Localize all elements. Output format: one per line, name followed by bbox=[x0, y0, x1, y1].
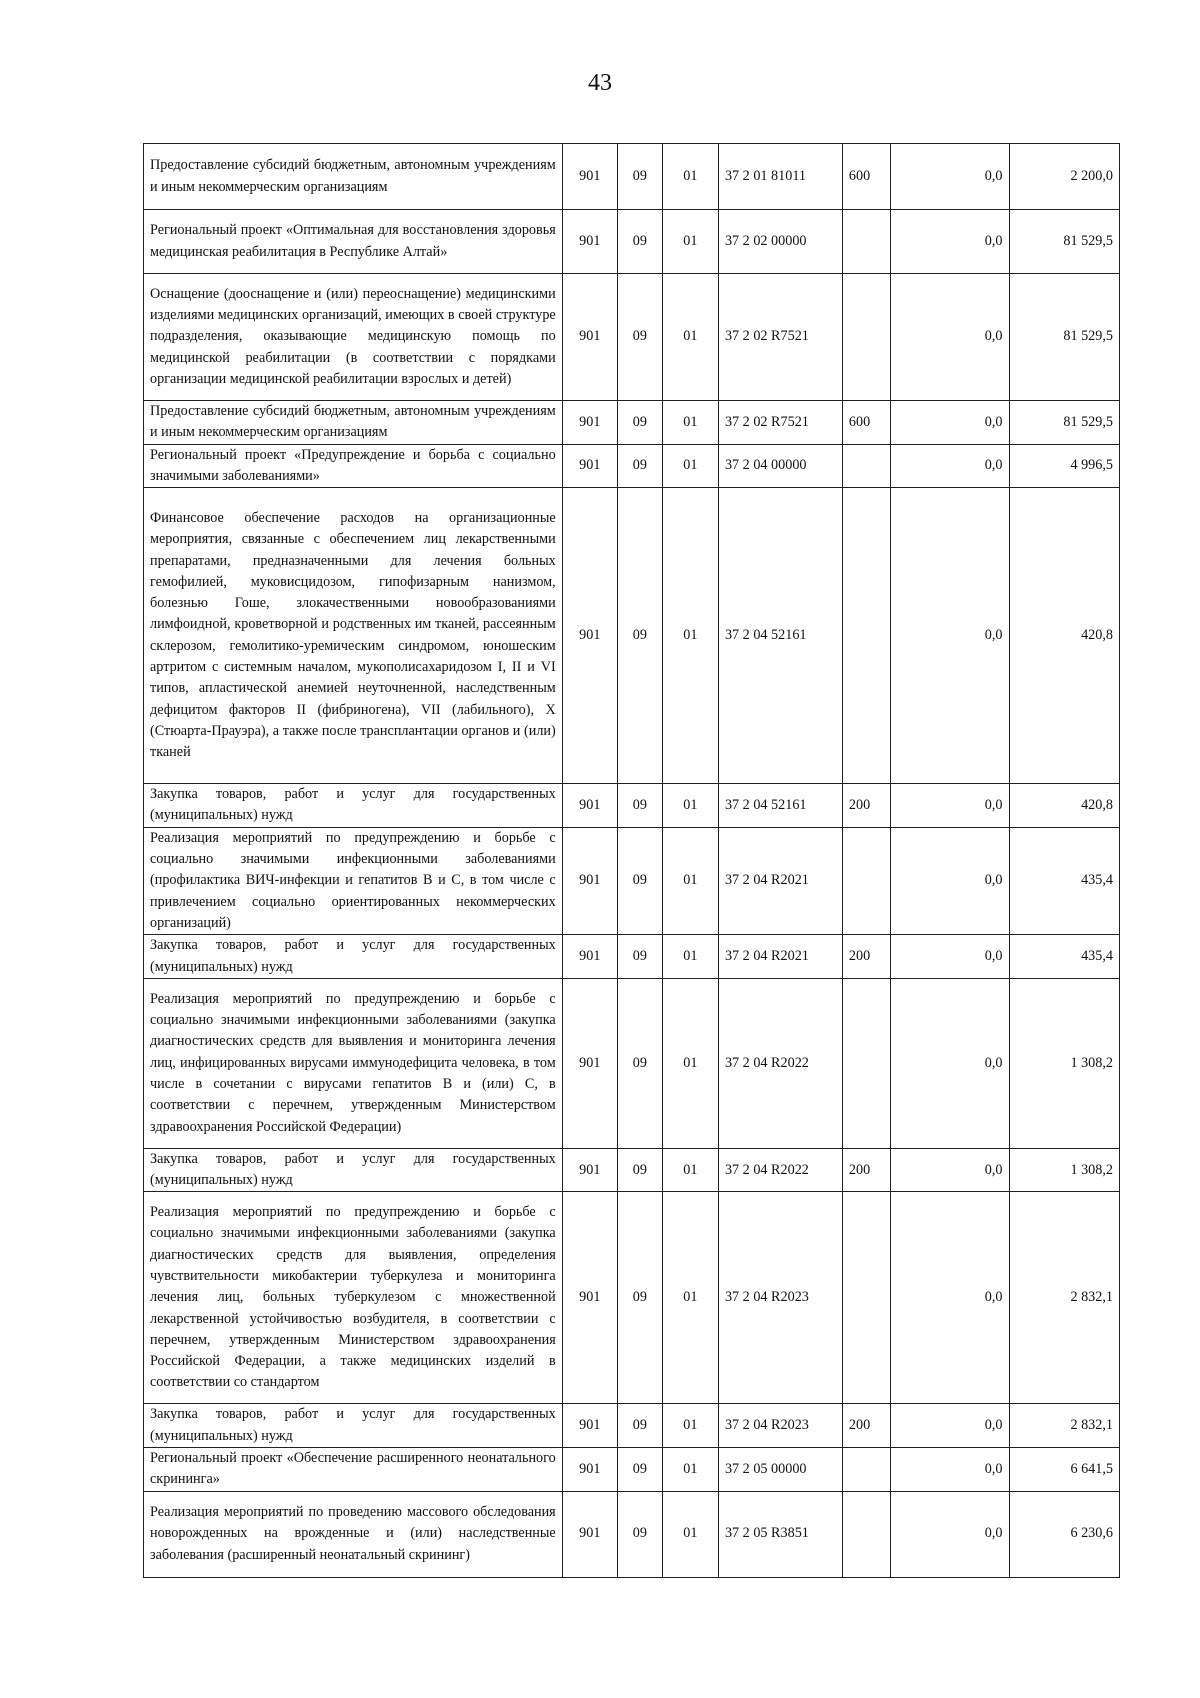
subsection-code: 01 bbox=[662, 1448, 718, 1492]
expense-type-code: 600 bbox=[842, 144, 890, 210]
ministry-code: 901 bbox=[562, 444, 617, 488]
expense-type-code bbox=[842, 827, 890, 934]
ministry-code: 901 bbox=[562, 978, 617, 1148]
item-description: Закупка товаров, работ и услуг для государственных (муниципальных) нужд bbox=[144, 1404, 563, 1448]
item-description: Финансовое обеспечение расходов на организационные мероприятия, связанные с обеспечением лиц лекарственными препаратами, предназначенными для лечения больных гемофилией, муковисцидозом, гипофизарным нанизмом, болезнью Гоше, злокачественными новообразованиями лимфоидной, кроветворной и родственных им тканей, рассеянным склерозом, гемолитико-уремическим синдромом, юношеским артритом с системным началом, мукополисахаридозом I, II и VI типов, апластической анемией неуточненной, наследственным дефицитом факторов II (фибриногена), VII (лабильного), X (Стюарта-Прауэра), а также после трансплантации органов и (или) тканей bbox=[144, 488, 563, 784]
target-article-code: 37 2 04 R2023 bbox=[718, 1404, 842, 1448]
budget-table bbox=[143, 143, 1120, 1578]
amount-second: 81 529,5 bbox=[1009, 401, 1119, 445]
item-description: Реализация мероприятий по предупреждению и борьбе с социально значимыми инфекционными заболеваниями (закупка диагностических средств для выявления, определения чувствительности микобактерии туберкулеза и мониторинга лечения лиц, больных туберкулезом с множественной лекарственной устойчивостью возбудителя, в соответствии с перечнем, утвержденным Министерством здравоохранения Российской Федерации, а также медицинских изделий в соответствии со стандартом bbox=[144, 1192, 563, 1404]
subsection-code: 01 bbox=[662, 444, 718, 488]
amount-second: 420,8 bbox=[1009, 488, 1119, 784]
expense-type-code bbox=[842, 1491, 890, 1577]
item-description: Предоставление субсидий бюджетным, автономным учреждениям и иным некоммерческим организациям bbox=[144, 144, 563, 210]
subsection-code: 01 bbox=[662, 488, 718, 784]
item-description: Реализация мероприятий по предупреждению и борьбе с социально значимыми инфекционными заболеваниями (закупка диагностических средств для выявления и мониторинга лечения лиц, инфицированных вирусами иммунодефицита человека, в том числе в сочетании с вирусами гепатитов B и (или) C, в соответствии с перечнем, утвержденным Министерством здравоохранения Российской Федерации) bbox=[144, 978, 563, 1148]
ministry-code: 901 bbox=[562, 1192, 617, 1404]
amount-first: 0,0 bbox=[890, 1404, 1009, 1448]
ministry-code: 901 bbox=[562, 210, 617, 274]
subsection-code: 01 bbox=[662, 784, 718, 828]
section-code: 09 bbox=[617, 274, 662, 401]
ministry-code: 901 bbox=[562, 274, 617, 401]
table-row bbox=[144, 1192, 1120, 1404]
target-article-code: 37 2 02 00000 bbox=[718, 210, 842, 274]
ministry-code: 901 bbox=[562, 1148, 617, 1192]
ministry-code: 901 bbox=[562, 144, 617, 210]
amount-second: 2 200,0 bbox=[1009, 144, 1119, 210]
section-code: 09 bbox=[617, 444, 662, 488]
amount-first: 0,0 bbox=[890, 827, 1009, 934]
ministry-code: 901 bbox=[562, 827, 617, 934]
table-row bbox=[144, 935, 1120, 979]
amount-first: 0,0 bbox=[890, 1148, 1009, 1192]
amount-first: 0,0 bbox=[890, 784, 1009, 828]
section-code: 09 bbox=[617, 401, 662, 445]
table-row bbox=[144, 827, 1120, 934]
target-article-code: 37 2 04 R2021 bbox=[718, 827, 842, 934]
subsection-code: 01 bbox=[662, 935, 718, 979]
table-row bbox=[144, 488, 1120, 784]
amount-first: 0,0 bbox=[890, 488, 1009, 784]
amount-first: 0,0 bbox=[890, 401, 1009, 445]
table-row bbox=[144, 401, 1120, 445]
amount-second: 1 308,2 bbox=[1009, 978, 1119, 1148]
expense-type-code: 600 bbox=[842, 401, 890, 445]
section-code: 09 bbox=[617, 144, 662, 210]
ministry-code: 901 bbox=[562, 1491, 617, 1577]
item-description: Предоставление субсидий бюджетным, автономным учреждениям и иным некоммерческим организациям bbox=[144, 401, 563, 445]
table-row bbox=[144, 784, 1120, 828]
amount-second: 81 529,5 bbox=[1009, 210, 1119, 274]
table-row bbox=[144, 274, 1120, 401]
amount-first: 0,0 bbox=[890, 274, 1009, 401]
target-article-code: 37 2 04 52161 bbox=[718, 784, 842, 828]
expense-type-code: 200 bbox=[842, 784, 890, 828]
amount-second: 2 832,1 bbox=[1009, 1192, 1119, 1404]
expense-type-code bbox=[842, 274, 890, 401]
expense-type-code bbox=[842, 488, 890, 784]
subsection-code: 01 bbox=[662, 827, 718, 934]
target-article-code: 37 2 04 52161 bbox=[718, 488, 842, 784]
table-row bbox=[144, 1448, 1120, 1492]
item-description: Закупка товаров, работ и услуг для государственных (муниципальных) нужд bbox=[144, 784, 563, 828]
item-description: Реализация мероприятий по проведению массового обследования новорожденных на врожденные и (или) наследственные заболевания (расширенный неонатальный скрининг) bbox=[144, 1491, 563, 1577]
amount-first: 0,0 bbox=[890, 444, 1009, 488]
expense-type-code: 200 bbox=[842, 935, 890, 979]
expense-type-code: 200 bbox=[842, 1404, 890, 1448]
item-description: Региональный проект «Оптимальная для восстановления здоровья медицинская реабилитация в Республике Алтай» bbox=[144, 210, 563, 274]
amount-first: 0,0 bbox=[890, 1192, 1009, 1404]
ministry-code: 901 bbox=[562, 935, 617, 979]
amount-second: 6 230,6 bbox=[1009, 1491, 1119, 1577]
table-row bbox=[144, 1491, 1120, 1577]
page-number: 43 bbox=[588, 70, 612, 96]
section-code: 09 bbox=[617, 827, 662, 934]
amount-second: 435,4 bbox=[1009, 935, 1119, 979]
section-code: 09 bbox=[617, 1148, 662, 1192]
target-article-code: 37 2 05 00000 bbox=[718, 1448, 842, 1492]
target-article-code: 37 2 04 R2022 bbox=[718, 1148, 842, 1192]
table-row bbox=[144, 210, 1120, 274]
amount-second: 1 308,2 bbox=[1009, 1148, 1119, 1192]
item-description: Региональный проект «Обеспечение расширенного неонатального скрининга» bbox=[144, 1448, 563, 1492]
ministry-code: 901 bbox=[562, 401, 617, 445]
ministry-code: 901 bbox=[562, 784, 617, 828]
amount-first: 0,0 bbox=[890, 1491, 1009, 1577]
amount-first: 0,0 bbox=[890, 1448, 1009, 1492]
section-code: 09 bbox=[617, 935, 662, 979]
amount-first: 0,0 bbox=[890, 210, 1009, 274]
table-body bbox=[144, 144, 1120, 1578]
amount-second: 2 832,1 bbox=[1009, 1404, 1119, 1448]
target-article-code: 37 2 02 R7521 bbox=[718, 274, 842, 401]
amount-first: 0,0 bbox=[890, 144, 1009, 210]
amount-second: 81 529,5 bbox=[1009, 274, 1119, 401]
item-description: Реализация мероприятий по предупреждению и борьбе с социально значимыми инфекционными заболеваниями (профилактика ВИЧ-инфекции и гепатитов B и C, в том числе с привлечением социально ориентированных некоммерческих организаций) bbox=[144, 827, 563, 934]
table-row bbox=[144, 144, 1120, 210]
subsection-code: 01 bbox=[662, 401, 718, 445]
item-description: Региональный проект «Предупреждение и борьба с социально значимыми заболеваниями» bbox=[144, 444, 563, 488]
subsection-code: 01 bbox=[662, 1491, 718, 1577]
amount-first: 0,0 bbox=[890, 935, 1009, 979]
expense-type-code bbox=[842, 444, 890, 488]
subsection-code: 01 bbox=[662, 978, 718, 1148]
section-code: 09 bbox=[617, 1404, 662, 1448]
item-description: Закупка товаров, работ и услуг для государственных (муниципальных) нужд bbox=[144, 1148, 563, 1192]
subsection-code: 01 bbox=[662, 210, 718, 274]
amount-first: 0,0 bbox=[890, 978, 1009, 1148]
subsection-code: 01 bbox=[662, 274, 718, 401]
section-code: 09 bbox=[617, 784, 662, 828]
table-row bbox=[144, 1148, 1120, 1192]
table-row bbox=[144, 978, 1120, 1148]
amount-second: 420,8 bbox=[1009, 784, 1119, 828]
target-article-code: 37 2 05 R3851 bbox=[718, 1491, 842, 1577]
section-code: 09 bbox=[617, 210, 662, 274]
expense-type-code bbox=[842, 210, 890, 274]
subsection-code: 01 bbox=[662, 1192, 718, 1404]
subsection-code: 01 bbox=[662, 1148, 718, 1192]
ministry-code: 901 bbox=[562, 488, 617, 784]
ministry-code: 901 bbox=[562, 1448, 617, 1492]
item-description: Закупка товаров, работ и услуг для государственных (муниципальных) нужд bbox=[144, 935, 563, 979]
amount-second: 4 996,5 bbox=[1009, 444, 1119, 488]
target-article-code: 37 2 04 R2021 bbox=[718, 935, 842, 979]
table-row bbox=[144, 444, 1120, 488]
expense-type-code bbox=[842, 1192, 890, 1404]
section-code: 09 bbox=[617, 978, 662, 1148]
target-article-code: 37 2 04 R2023 bbox=[718, 1192, 842, 1404]
section-code: 09 bbox=[617, 1448, 662, 1492]
item-description: Оснащение (дооснащение и (или) переоснащение) медицинскими изделиями медицинских организаций, имеющих в своей структуре подразделения, оказывающие медицинскую помощь по медицинской реабилитации (в соответствии с порядками организации медицинской реабилитации взрослых и детей) bbox=[144, 274, 563, 401]
expense-type-code bbox=[842, 978, 890, 1148]
table-row bbox=[144, 1404, 1120, 1448]
amount-second: 6 641,5 bbox=[1009, 1448, 1119, 1492]
subsection-code: 01 bbox=[662, 144, 718, 210]
target-article-code: 37 2 02 R7521 bbox=[718, 401, 842, 445]
target-article-code: 37 2 04 00000 bbox=[718, 444, 842, 488]
section-code: 09 bbox=[617, 488, 662, 784]
subsection-code: 01 bbox=[662, 1404, 718, 1448]
ministry-code: 901 bbox=[562, 1404, 617, 1448]
section-code: 09 bbox=[617, 1192, 662, 1404]
amount-second: 435,4 bbox=[1009, 827, 1119, 934]
section-code: 09 bbox=[617, 1491, 662, 1577]
target-article-code: 37 2 04 R2022 bbox=[718, 978, 842, 1148]
expense-type-code bbox=[842, 1448, 890, 1492]
expense-type-code: 200 bbox=[842, 1148, 890, 1192]
target-article-code: 37 2 01 81011 bbox=[718, 144, 842, 210]
